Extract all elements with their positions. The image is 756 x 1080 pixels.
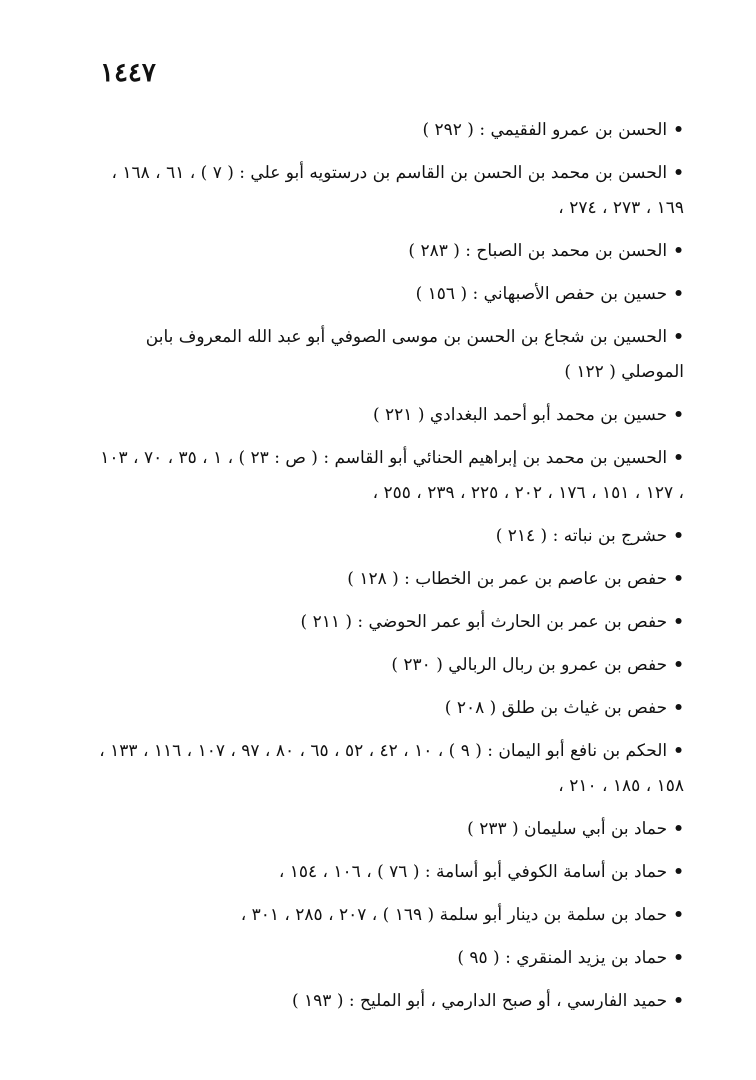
entry-text: حميد الفارسي ، أو صبح الدارمي ، أبو المليح : ( ١٩٣ )	[291, 991, 668, 1011]
bullet-icon: •	[673, 448, 684, 468]
entry-text: الحسين بن محمد بن إبراهيم الحنائي أبو القاسم : ( ص : ٢٣ ) ، ١ ، ٣٥ ، ٧٠ ، ١٠٣ ، ١٢٧ ، ١٥١ ، ١٧٦ ، ٢٠٢ ، ٢٢٥ ، ٢٣٩ ، ٢٥٥ ،	[100, 448, 684, 503]
index-entry	[96, 519, 684, 554]
bullet-icon: •	[673, 526, 684, 546]
entry-text: حماد بن يزيد المنقري : ( ٩٥ )	[457, 948, 668, 968]
bullet-icon: •	[673, 569, 684, 589]
bullet-icon: •	[673, 862, 684, 882]
entry-text: الحسن بن عمرو الفقيمي : ( ٢٩٢ )	[422, 120, 668, 140]
entry-text: حماد بن أبي سليمان ( ٢٣٣ )	[467, 819, 668, 839]
bullet-icon: •	[673, 405, 684, 425]
entry-text: حفص بن عاصم بن عمر بن الخطاب : ( ١٢٨ )	[347, 569, 668, 589]
entry-text: الحسين بن شجاع بن الحسن بن موسى الصوفي أبو عبد الله المعروف بابن الموصلي ( ١٢٢ )	[145, 327, 684, 382]
bullet-icon: •	[673, 905, 684, 925]
entry-text: حماد بن سلمة بن دينار أبو سلمة ( ١٦٩ ) ، ٢٠٧ ، ٢٨٥ ، ٣٠١ ،	[240, 905, 668, 925]
bullet-icon: •	[673, 698, 684, 718]
entry-text: حسين بن محمد أبو أحمد البغدادي ( ٢٢١ )	[372, 405, 668, 425]
index-entry	[96, 562, 684, 597]
index-entry	[96, 941, 684, 976]
entry-text: حفص بن عمرو بن ربال الربالي ( ٢٣٠ )	[391, 655, 668, 675]
index-entry	[96, 734, 684, 804]
bullet-icon: •	[673, 819, 684, 839]
index-entry	[96, 691, 684, 726]
index-entry	[96, 812, 684, 847]
entry-text: حسين بن حفص الأصبهاني : ( ١٥٦ )	[415, 284, 668, 304]
bullet-icon: •	[673, 991, 684, 1011]
bullet-icon: •	[673, 741, 684, 761]
entry-text: حشرج بن نباته : ( ٢١٤ )	[495, 526, 668, 546]
index-entry	[96, 156, 684, 226]
index-entry	[96, 234, 684, 269]
bullet-icon: •	[673, 163, 684, 183]
bullet-icon: •	[673, 241, 684, 261]
bullet-icon: •	[673, 120, 684, 140]
index-entry	[96, 441, 684, 511]
index-entry-list	[96, 113, 684, 1027]
bullet-icon: •	[673, 612, 684, 632]
entry-text: حماد بن أسامة الكوفي أبو أسامة : ( ٧٦ ) ، ١٠٦ ، ١٥٤ ،	[278, 862, 668, 882]
index-entry	[96, 113, 684, 148]
index-entry	[96, 648, 684, 683]
bullet-icon: •	[673, 948, 684, 968]
index-entry	[96, 855, 684, 890]
bullet-icon: •	[673, 284, 684, 304]
bullet-icon: •	[673, 655, 684, 675]
entry-text: الحسن بن محمد بن الحسن بن القاسم بن درستويه أبو علي : ( ٧ ) ، ٦١ ، ١٦٨ ، ١٦٩ ، ٢٧٣ ، ٢٧٤ ،	[111, 163, 684, 218]
index-entry	[96, 320, 684, 390]
index-entry	[96, 277, 684, 312]
bullet-icon: •	[673, 327, 684, 347]
index-entry	[96, 898, 684, 933]
entry-text: حفص بن عمر بن الحارث أبو عمر الحوضي : ( ٢١١ )	[300, 612, 668, 632]
index-entry	[96, 398, 684, 433]
entry-text: الحسن بن محمد بن الصباح : ( ٢٨٣ )	[408, 241, 668, 261]
index-entry	[96, 984, 684, 1019]
index-entry	[96, 605, 684, 640]
page-number: ١٤٤٧	[100, 58, 156, 88]
entry-text: حفص بن غياث بن طلق ( ٢٠٨ )	[444, 698, 668, 718]
entry-text: الحكم بن نافع أبو اليمان : ( ٩ ) ، ١٠ ، ٤٢ ، ٥٢ ، ٦٥ ، ٨٠ ، ٩٧ ، ١٠٧ ، ١١٦ ، ١٣٣ ، ١٥٨ ، ١٨٥ ، ٢١٠ ،	[99, 741, 684, 796]
